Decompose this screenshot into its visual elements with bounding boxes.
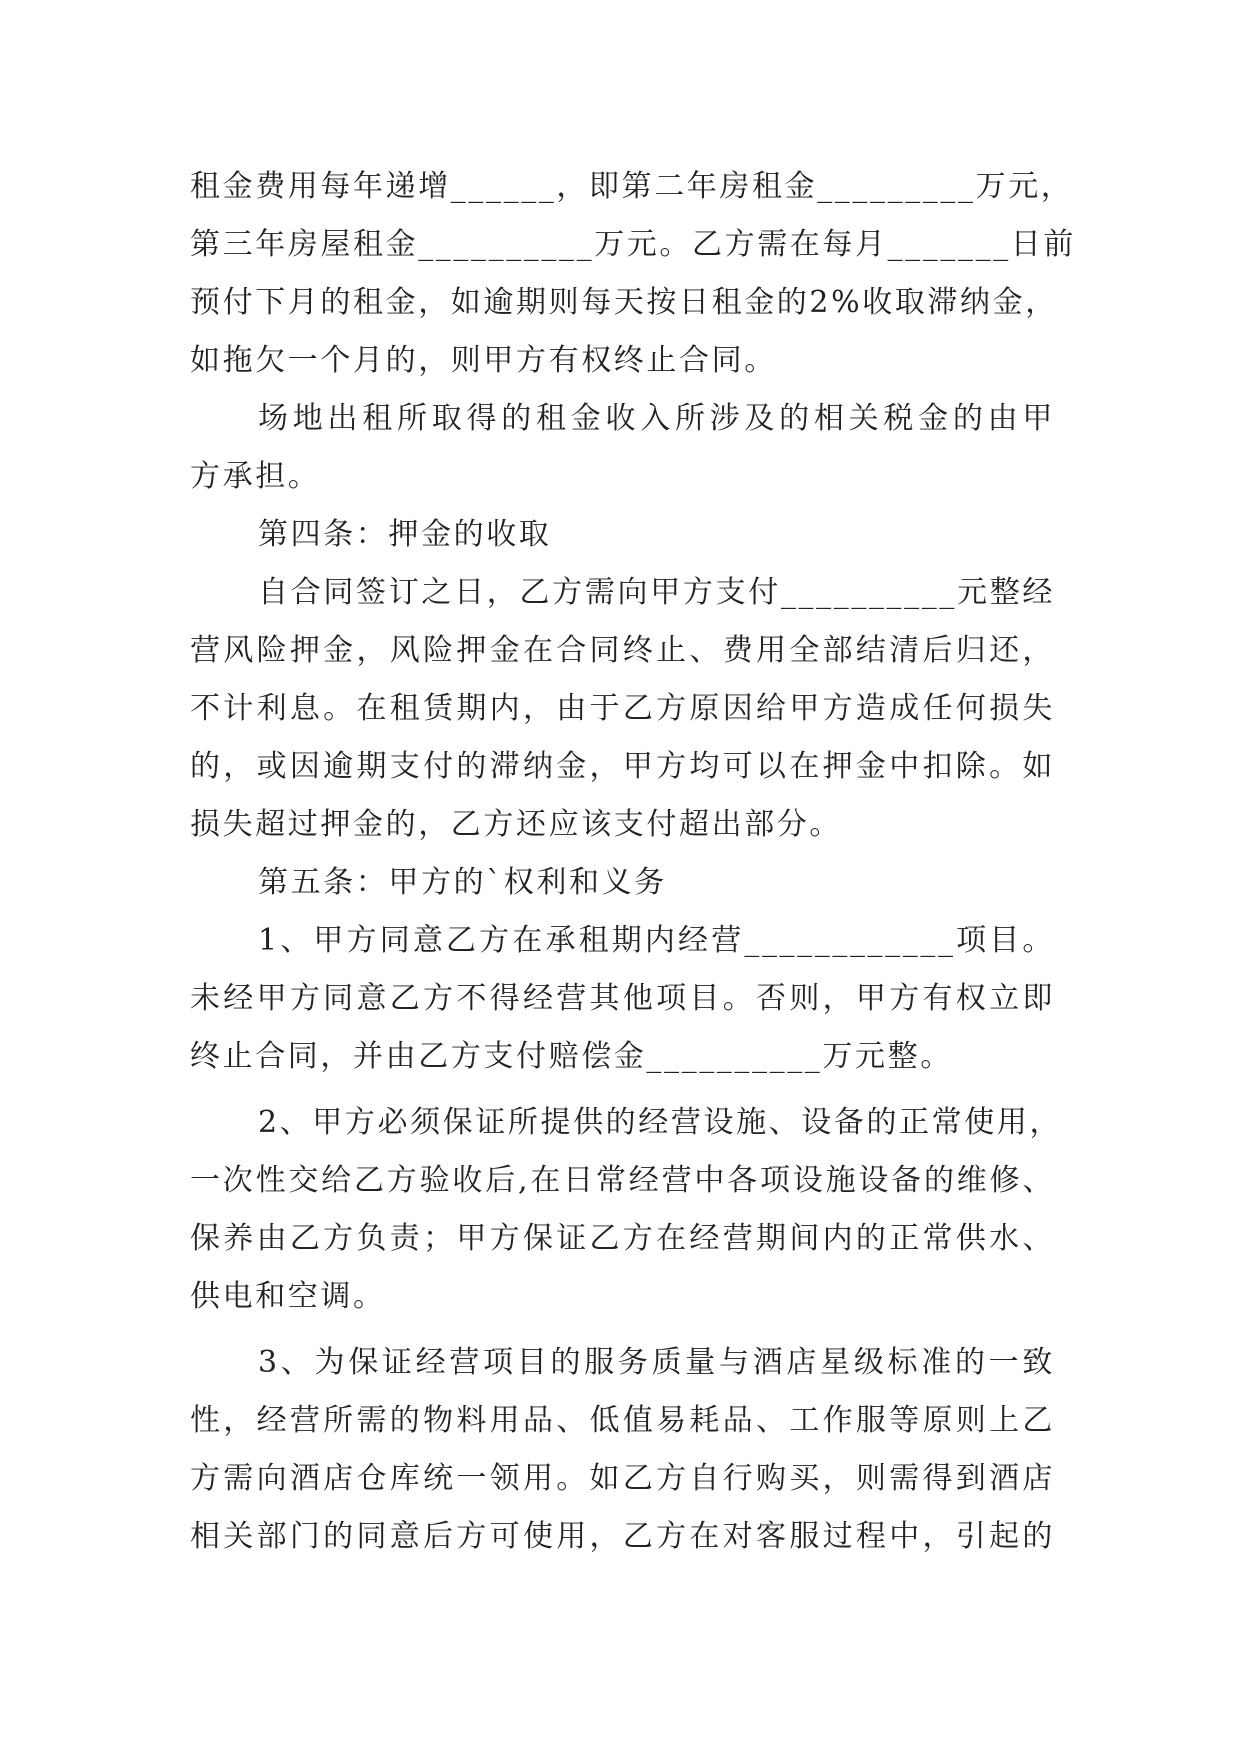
text-line: 的，或因逾期支付的滞纳金，甲方均可以在押金中扣除。如 — [190, 749, 1055, 784]
text-line: 供电和空调。 — [190, 1279, 386, 1314]
text-line: 预付下月的租金，如逾期则每天按日租金的2%收取滞纳金， — [190, 285, 1058, 320]
text-line: 如拖欠一个月的，则甲方有权终止合同。 — [190, 343, 777, 378]
text-line: 不计利息。在租赁期内，由于乙方原因给甲方造成任何损失 — [190, 691, 1055, 726]
text-line: 营风险押金，风险押金在合同终止、费用全部结清后归还， — [190, 633, 1055, 668]
document-body — [190, 158, 1076, 1566]
text-line: 终止合同，并由乙方支付赔偿金__________万元整。 — [190, 1039, 953, 1074]
paragraph-start-line: 2、甲方必须保证所提供的经营设施、设备的正常使用， — [258, 1105, 1063, 1140]
text-line: 一次性交给乙方验收后,在日常经营中各项设施设备的维修、 — [190, 1163, 1055, 1198]
paragraph-start-line: 自合同签订之日，乙方需向甲方支付__________元整经 — [258, 575, 1055, 610]
paragraph-start-line: 场地出租所取得的租金收入所涉及的相关税金的由甲 — [258, 401, 1055, 436]
section-heading-4: 第四条：押金的收取 — [258, 517, 552, 552]
text-line: 第三年房屋租金__________万元。乙方需在每月_______日前 — [190, 227, 1076, 262]
paragraph-start-line: 3、为保证经营项目的服务质量与酒店星级标准的一致 — [258, 1345, 1055, 1380]
text-line: 性，经营所需的物料用品、低值易耗品、工作服等原则上乙 — [190, 1403, 1055, 1438]
text-line: 方需向酒店仓库统一领用。如乙方自行购买，则需得到酒店 — [190, 1461, 1055, 1496]
text-line: 相关部门的同意后方可使用，乙方在对客服过程中，引起的 — [190, 1519, 1055, 1554]
text-line: 租金费用每年递增______，即第二年房租金_________万元， — [190, 169, 1074, 204]
text-line: 损失超过押金的，乙方还应该支付超出部分。 — [190, 807, 842, 842]
section-heading-5: 第五条：甲方的`权利和义务 — [258, 865, 667, 900]
text-line: 方承担。 — [190, 459, 321, 494]
paragraph-start-line: 1、甲方同意乙方在承租期内经营____________项目。 — [258, 923, 1055, 958]
text-line: 未经甲方同意乙方不得经营其他项目。否则，甲方有权立即 — [190, 981, 1055, 1016]
text-line: 保养由乙方负责；甲方保证乙方在经营期间内的正常供水、 — [190, 1221, 1055, 1256]
